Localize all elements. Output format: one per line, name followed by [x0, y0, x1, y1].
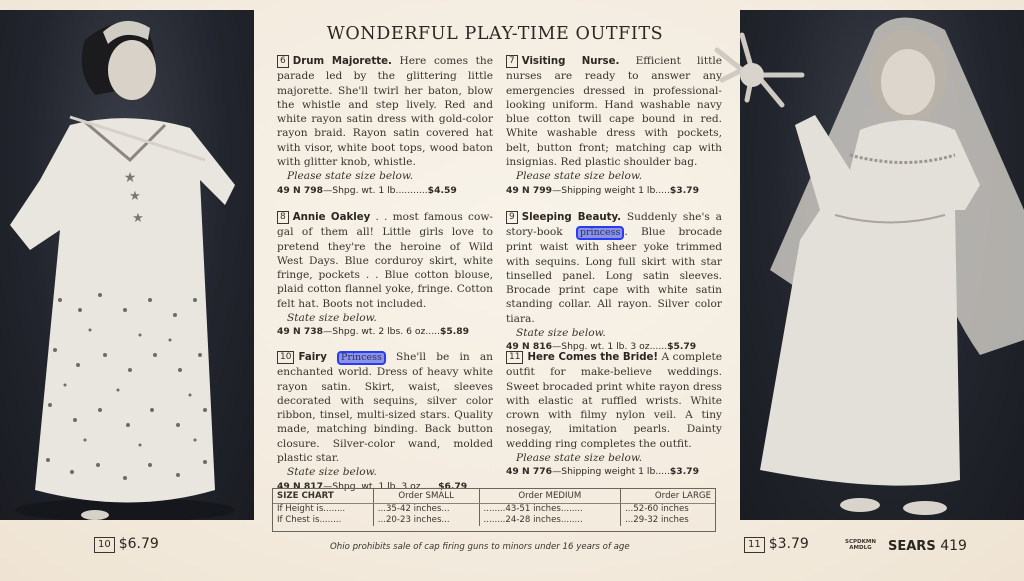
item-price: $3.79 [669, 184, 699, 196]
page-title: WONDERFUL PLAY-TIME OUTFITS [326, 24, 664, 44]
item-price: $5.79 [667, 341, 697, 353]
search-highlight-princess[interactable]: Princess [337, 351, 386, 365]
catalog-item-7 [506, 54, 722, 198]
brand-name: SEARS [888, 539, 936, 554]
order-line: 49 N 816—Shpg. wt. 1 lb. 3 oz......$5.79 [506, 341, 697, 353]
page-number: 419 [940, 538, 967, 554]
catalog-item-9 [506, 210, 722, 355]
item-description-end: . Blue brocade print waist with sheer yoke trimmed with sequins. Long full skirt with star tinselled panel. Long satin sleeves. Brocade print cape with white satin standing collar. All rayon. Silver color tiara. [506, 226, 722, 325]
svg-text:★: ★ [123, 170, 137, 186]
size-note: State size below. [516, 327, 606, 340]
left-photo-caption [94, 536, 159, 553]
item-description: Efficient little nurses are ready to answer any emergencies dressed in professional-looking uniform. Hand washable navy blue cotton twill cape bound in red. White washable dress with pockets, belt, button front; matching cap with insignias. Red plastic shoulder bag. [506, 55, 722, 169]
item-name: Fairy [298, 352, 327, 363]
size-chart-title: SIZE CHART [273, 489, 373, 504]
item-description: . . most famous cow-gal of them all! Little girls love to pretend they're the heroine of Wild West Days. Blue corduroy skirt, white fringe, pockets . . Blue cotton blouse, plaid cotton flannel yoke, fringe. Cotton felt hat. Boots not included. [277, 211, 493, 310]
item-description-start: Suddenly she's a story-book [506, 211, 722, 239]
item-number-badge: 11 [744, 537, 765, 553]
item-number-badge: 10 [94, 537, 115, 553]
item-name: Annie Oakley [292, 212, 371, 223]
fairy-princess-photo [0, 10, 254, 520]
item-name: Sleeping Beauty. [521, 212, 622, 223]
order-line: 49 N 817—Shpg. wt. 1 lb. 3 oz......$6.79 [277, 480, 468, 492]
right-photo-caption [744, 536, 809, 553]
item-price: $6.79 [438, 480, 468, 492]
size-note: Please state size below. [516, 452, 643, 465]
item-number-badge: 9 [506, 211, 518, 224]
legal-notice: Ohio prohibits sale of cap firing guns to minors under 16 years of age [330, 542, 630, 552]
item-description: Here comes the parade led by the glittering little majorette. She'll twirl her baton, blow the whistle and step lively. Red and white rayon satin dress with gold-color rayon braid. Rayon satin covered hat with visor, white boot tops, wood baton with glitter knob, whistle. [277, 55, 493, 169]
size-chart-col-medium: Order MEDIUM [479, 489, 621, 504]
order-line: 49 N 799—Shipping weight 1 lb.....$3.79 [506, 184, 699, 196]
size-chart-col-large: Order LARGE [621, 489, 715, 504]
size-chart-col-small: Order SMALL [373, 489, 479, 504]
catalog-item-10 [277, 350, 493, 494]
region-codes: SCPDKMN AMDLG [845, 539, 876, 551]
item-number-badge: 6 [277, 55, 289, 68]
item-description: She'll be in an enchanted world. Dress of heavy white rayon satin. Skirt, waist, sleeves decorated with sequins, silver color ribbon, tinsel, multi-sized stars. Quality made, matching binding. Back button closure. Silver-color wand, molded plastic star. [277, 351, 494, 465]
fairy-princess-illustration [0, 10, 254, 520]
svg-text:★: ★ [132, 211, 144, 226]
size-note: State size below. [287, 312, 377, 325]
caption-price: $6.79 [118, 536, 159, 552]
order-line: 49 N 798—Shpg. wt. 1 lb...........$4.59 [277, 184, 457, 196]
item-description: A complete outfit for make-believe weddings. Sweet brocaded print white rayon dress with elastic at ruffled wrists. White crown with filmy nylon veil. A tiny nosegay, imitation pearls. Dainty wedding ring completes the outfit. [506, 351, 723, 450]
size-chart-row-chest: If Chest is........ ...20-23 inches... ........24-28 inches........ ...29-32 inches [273, 515, 715, 526]
item-name: Drum Majorette. [292, 56, 392, 67]
item-number-badge: 7 [506, 55, 518, 68]
catalog-item-8 [277, 210, 493, 340]
item-price: $5.89 [439, 326, 470, 338]
item-number-badge: 11 [506, 351, 523, 364]
size-chart-row-height: If Height is........ ...35-42 inches... ........43-51 inches........ ...52-60 inches [273, 504, 715, 516]
order-line: 49 N 776—Shipping weight 1 lb.....$3.79 [506, 466, 699, 478]
size-note: Please state size below. [516, 170, 643, 183]
item-name: Visiting Nurse. [521, 56, 620, 67]
item-price: $3.79 [669, 466, 699, 478]
item-number-badge: 8 [277, 211, 289, 224]
search-highlight-princess[interactable]: princess [576, 226, 624, 240]
svg-text:★: ★ [129, 189, 141, 204]
order-line: 49 N 738—Shpg. wt. 2 lbs. 6 oz.....$5.89 [277, 326, 470, 338]
item-name: Here Comes the Bride! [527, 352, 659, 363]
brand-page-number [888, 538, 967, 554]
item-number-badge: 10 [277, 351, 294, 364]
catalog-item-6 [277, 54, 493, 198]
caption-price: $3.79 [768, 536, 809, 552]
size-note: Please state size below. [287, 170, 414, 183]
item-price: $4.59 [427, 184, 457, 196]
size-chart [272, 488, 716, 532]
catalog-item-11 [506, 350, 722, 480]
bouquet-illustration [712, 30, 812, 110]
size-note: State size below. [287, 466, 377, 479]
